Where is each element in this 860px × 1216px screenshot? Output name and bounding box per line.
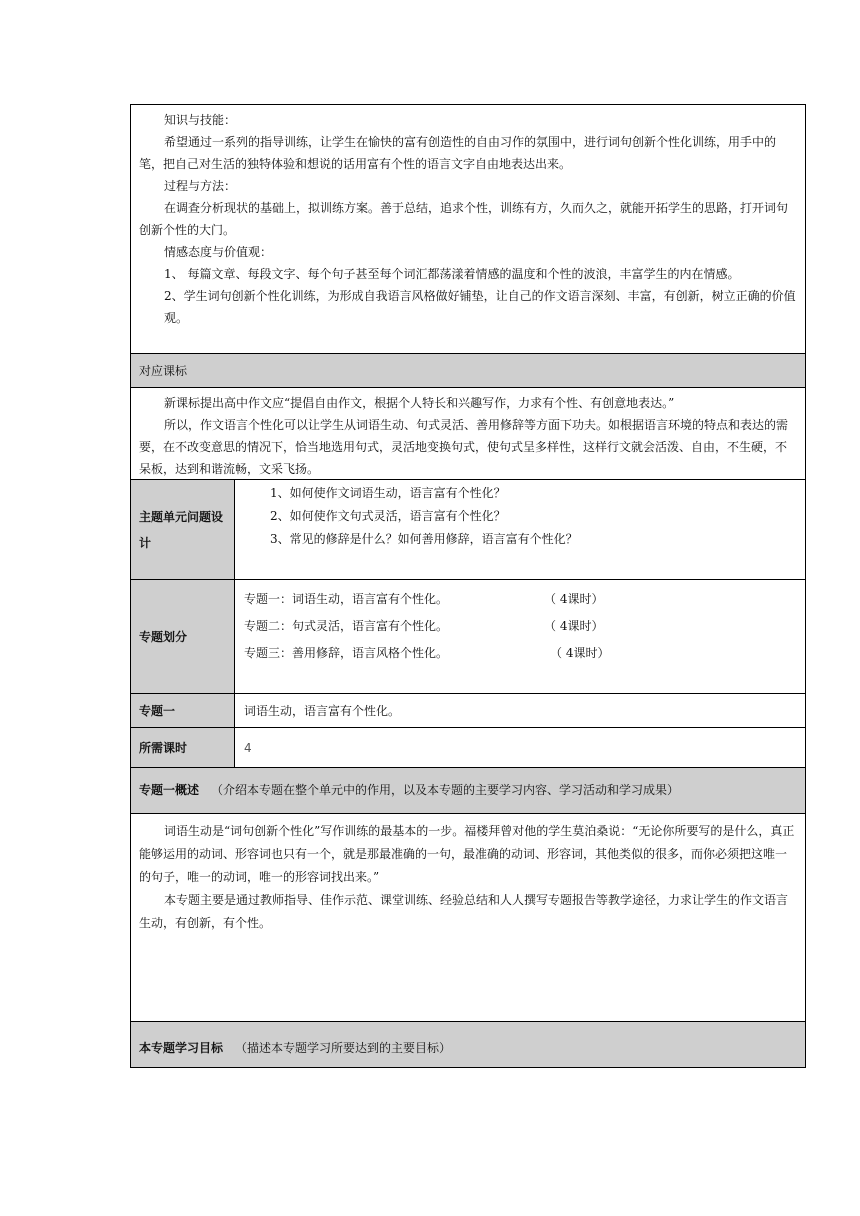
overview-header xyxy=(130,768,806,814)
lesson-plan-table xyxy=(130,104,806,1068)
attitude-item-1: 1、 每篇文章、每段文字、每个句子甚至每个词汇都荡漾着情感的温度和个性的波浪，丰富学生的内在情感。 xyxy=(164,267,740,281)
attitude-item-2: 2、学生词句创新个性化训练，为形成自我语言风格做好铺垫，让自己的作文语言深刻、丰富，有创新，树立正确的价值观。 xyxy=(164,289,796,325)
goals-note: （描述本专题学习所要达到的主要目标） xyxy=(235,1041,452,1055)
knowledge-heading: 知识与技能： xyxy=(164,113,237,127)
theme-question-1: 1、如何使作文词语生动，语言富有个性化？ xyxy=(270,486,506,500)
process-heading: 过程与方法： xyxy=(164,179,237,193)
topic-line-1 xyxy=(244,586,805,613)
topic-one-label: 专题一 xyxy=(131,694,235,727)
topic-line-2 xyxy=(244,613,805,640)
overview-text-2: 本专题主要是通过教师指导、佳作示范、课堂训练、经验总结和人人撰写专题报告等教学途径，力求让学生的作文语言生动，有创新，有个性。 xyxy=(139,893,789,930)
theme-question-label: 主题单元问题设计 xyxy=(131,480,235,579)
topic-title-2: 专题二：句式灵活，语言富有个性化。 xyxy=(244,619,449,633)
topic-hours-3: （ 4课时） xyxy=(550,646,610,660)
standards-text-1: 新课标提出高中作文应“提倡自由作文，根据个人特长和兴趣写作，力求有个性、有创意地表达。” xyxy=(164,396,675,410)
hours-label: 所需课时 xyxy=(131,728,235,767)
goals-label: 本专题学习目标 xyxy=(139,1041,224,1055)
standards-cell xyxy=(130,388,806,480)
topic-line-3 xyxy=(244,640,805,667)
goals-header xyxy=(130,1022,806,1068)
topic-one-row xyxy=(130,694,806,728)
theme-question-content xyxy=(235,480,805,579)
learning-objectives-cell xyxy=(130,104,806,354)
topic-hours-2: （ 4课时） xyxy=(544,619,604,633)
overview-label: 专题一概述 xyxy=(139,783,200,797)
hours-row xyxy=(130,728,806,768)
standards-text-2: 所以，作文语言个性化可以让学生从词语生动、句式灵活、善用修辞等方面下功夫。如根据语言环境的特点和表达的需要，在不改变意思的情况下，恰当地选用句式，灵活地变换句式，使句式呈多样性，这样行文就会活泼、自由，不生硬，不呆板，达到和谐流畅，文采飞扬。 xyxy=(139,418,789,476)
standards-header: 对应课标 xyxy=(130,354,806,388)
topic-title-1: 专题一：词语生动，语言富有个性化。 xyxy=(244,592,449,606)
overview-cell xyxy=(130,814,806,1022)
process-text: 在调查分析现状的基础上，拟训练方案。善于总结，追求个性，训练有方，久而久之，就能开拓学生的思路，打开词句创新个性的大门。 xyxy=(139,201,789,237)
topic-division-label: 专题划分 xyxy=(131,580,235,693)
topic-one-value: 词语生动，语言富有个性化。 xyxy=(244,704,401,718)
overview-text-1: 词语生动是“词句创新个性化”写作训练的最基本的一步。福楼拜曾对他的学生莫泊桑说：“无论你所要写的是什么，真正能够运用的动词、形容词也只有一个，就是那最准确的一句，最准确的动词、形容词，其他类似的很多，而你必须把这唯一的句子，唯一的动词，唯一的形容词找出来。” xyxy=(139,824,795,884)
knowledge-text: 希望通过一系列的指导训练，让学生在愉快的富有创造性的自由习作的氛围中，进行词句创新个性化训练，用手中的笔，把自己对生活的独特体验和想说的话用富有个性的语言文字自由地表达出来。 xyxy=(139,135,777,171)
attitude-heading: 情感态度与价值观： xyxy=(164,245,273,259)
topic-division-content xyxy=(235,580,805,693)
theme-question-row xyxy=(130,480,806,580)
hours-value: 4 xyxy=(244,741,252,755)
topic-hours-1: （ 4课时） xyxy=(544,592,604,606)
topic-title-3: 专题三：善用修辞，语言风格个性化。 xyxy=(244,646,449,660)
theme-question-2: 2、如何使作文句式灵活，语言富有个性化？ xyxy=(270,509,506,523)
theme-question-3: 3、常见的修辞是什么？如何善用修辞，语言富有个性化？ xyxy=(270,532,578,546)
overview-note: （介绍本专题在整个单元中的作用，以及本专题的主要学习内容、学习活动和学习成果） xyxy=(211,783,680,797)
topic-division-row xyxy=(130,580,806,694)
